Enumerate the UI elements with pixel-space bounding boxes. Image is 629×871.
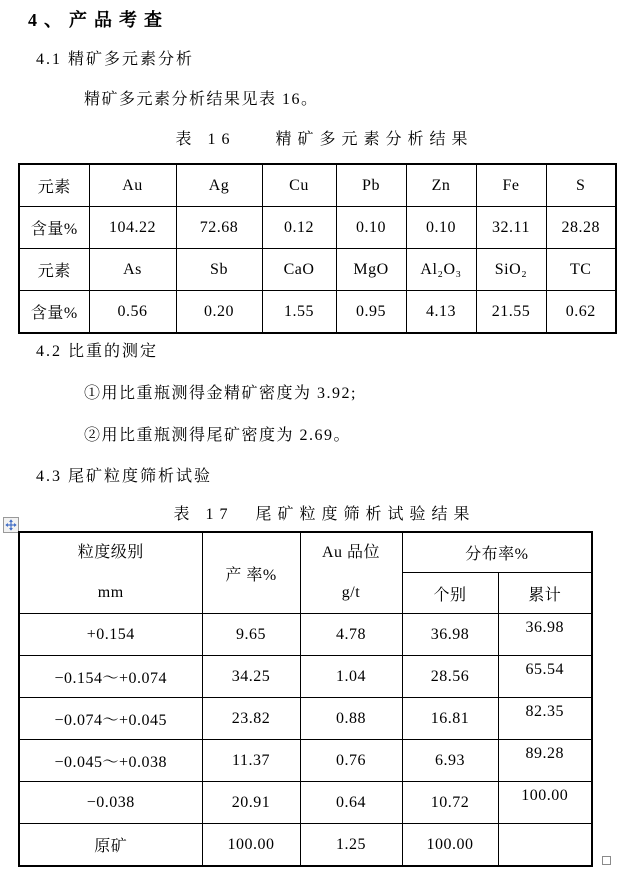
table-17-caption-label: 表 17 xyxy=(173,506,234,523)
table-cell: 82.35 xyxy=(498,698,592,740)
table-cell: 4.78 xyxy=(300,614,402,656)
table-cell: 6.93 xyxy=(402,740,498,782)
table-cell: 0.95 xyxy=(336,291,406,334)
table-row xyxy=(19,249,616,291)
table-cell: 元素 xyxy=(19,164,89,207)
table-move-handle[interactable] xyxy=(3,517,19,533)
table-cell: −0.045～+0.038 xyxy=(19,740,202,782)
table-cell: As xyxy=(89,249,176,291)
table-cell: 100.00 xyxy=(202,824,300,867)
density-item-1: ①用比重瓶测得金精矿密度为 3.92; xyxy=(84,385,357,402)
header-individual: 个别 xyxy=(402,573,498,614)
table-cell: 4.13 xyxy=(406,291,476,334)
table-cell: 11.37 xyxy=(202,740,300,782)
table-cell: Al₂O₃ xyxy=(406,249,476,291)
table-17-caption xyxy=(0,501,629,524)
table-cell: 16.81 xyxy=(402,698,498,740)
table-cell: 72.68 xyxy=(176,207,262,249)
table-16-caption-label: 表 16 xyxy=(175,131,236,148)
table-cell: −0.154～+0.074 xyxy=(19,656,202,698)
table-cell: 1.55 xyxy=(262,291,336,334)
table-cell: −0.038 xyxy=(19,782,202,824)
density-item-2: ②用比重瓶测得尾矿密度为 2.69。 xyxy=(84,427,352,444)
doc-heading: 4、产品考查 xyxy=(28,10,169,30)
table-row xyxy=(19,164,616,207)
table-row xyxy=(19,656,592,698)
table-cell: 0.10 xyxy=(336,207,406,249)
table-cell: 0.64 xyxy=(300,782,402,824)
table-header-row xyxy=(19,532,592,573)
table-cell: 36.98 xyxy=(402,614,498,656)
table-cell: 20.91 xyxy=(202,782,300,824)
table-cell: 0.56 xyxy=(89,291,176,334)
table-cell: +0.154 xyxy=(19,614,202,656)
table-cell: 100.00 xyxy=(402,824,498,867)
table-17-caption-title: 尾矿粒度筛析试验结果 xyxy=(255,506,476,523)
table-resize-handle[interactable] xyxy=(602,856,611,865)
table-cell: 104.22 xyxy=(89,207,176,249)
header-cumulative: 累计 xyxy=(498,573,592,614)
table-cell: 1.25 xyxy=(300,824,402,867)
table-cell: Cu xyxy=(262,164,336,207)
table-cell: MgO xyxy=(336,249,406,291)
table-row xyxy=(19,824,592,867)
table-16-caption xyxy=(0,126,629,149)
table-row xyxy=(19,614,592,656)
table-cell: 100.00 xyxy=(498,782,592,824)
table-cell: 0.10 xyxy=(406,207,476,249)
table-cell: SiO₂ xyxy=(476,249,546,291)
header-yield: 产 率% xyxy=(202,532,300,614)
table-row xyxy=(19,698,592,740)
table-17 xyxy=(18,531,593,867)
table-cell: 28.56 xyxy=(402,656,498,698)
header-au-grade xyxy=(300,532,402,614)
table-row xyxy=(19,291,616,334)
table-cell: Sb xyxy=(176,249,262,291)
section-4-2-title: 4.2 比重的测定 xyxy=(36,343,159,360)
table-cell: 含量% xyxy=(19,291,89,334)
table-cell: 0.76 xyxy=(300,740,402,782)
table-row xyxy=(19,740,592,782)
section-4-1-title: 4.1 精矿多元素分析 xyxy=(36,51,195,68)
table-cell: 32.11 xyxy=(476,207,546,249)
table-cell: Ag xyxy=(176,164,262,207)
header-au-grade-name: Au 品位 xyxy=(321,544,381,561)
table-cell: Pb xyxy=(336,164,406,207)
table-cell: S xyxy=(546,164,616,207)
table-cell: 原矿 xyxy=(19,824,202,867)
header-au-grade-unit: g/t xyxy=(341,584,361,601)
table-cell: 10.72 xyxy=(402,782,498,824)
table-cell: Au xyxy=(89,164,176,207)
header-distribution: 分布率% xyxy=(402,532,592,573)
table-cell: CaO xyxy=(262,249,336,291)
section-4-1-paragraph: 精矿多元素分析结果见表 16。 xyxy=(84,91,319,108)
table-cell: 0.62 xyxy=(546,291,616,334)
table-row xyxy=(19,207,616,249)
table-cell: 9.65 xyxy=(202,614,300,656)
table-cell: 36.98 xyxy=(498,614,592,656)
table-cell: 21.55 xyxy=(476,291,546,334)
header-size-class-name: 粒度级别 xyxy=(77,544,144,561)
table-cell: 34.25 xyxy=(202,656,300,698)
table-cell: Fe xyxy=(476,164,546,207)
header-size-class-unit: mm xyxy=(97,584,124,601)
table-cell xyxy=(498,824,592,867)
table-cell: TC xyxy=(546,249,616,291)
table-cell: 0.12 xyxy=(262,207,336,249)
table-cell: 元素 xyxy=(19,249,89,291)
table-cell: 23.82 xyxy=(202,698,300,740)
table-cell: 89.28 xyxy=(498,740,592,782)
section-4-3-title: 4.3 尾矿粒度筛析试验 xyxy=(36,468,213,485)
table-cell: Zn xyxy=(406,164,476,207)
table-cell: 65.54 xyxy=(498,656,592,698)
move-cross-icon xyxy=(5,519,17,531)
header-size-class xyxy=(19,532,202,614)
table-cell: 含量% xyxy=(19,207,89,249)
table-16-caption-title: 精矿多元素分析结果 xyxy=(275,131,474,148)
table-row xyxy=(19,782,592,824)
table-cell: 0.20 xyxy=(176,291,262,334)
table-cell: −0.074～+0.045 xyxy=(19,698,202,740)
table-cell: 1.04 xyxy=(300,656,402,698)
table-16 xyxy=(18,163,617,334)
table-cell: 0.88 xyxy=(300,698,402,740)
table-cell: 28.28 xyxy=(546,207,616,249)
